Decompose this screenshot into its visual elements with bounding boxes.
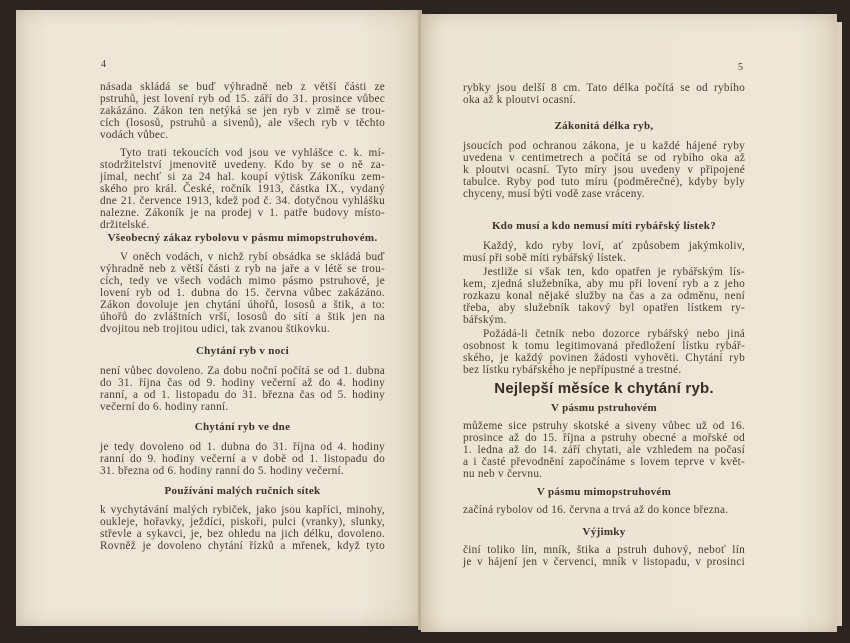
text-line: tabulce. Ryby pod tuto míru (podměrečné), kdyby byly: [463, 176, 745, 188]
text-line: není vůbec dovoleno. Za dobu noční počítá se od 1. dubna: [100, 365, 385, 377]
text-line: oukleje, hořavky, ježdíci, piskoři, pulci (vranky), slunky,: [100, 516, 385, 528]
text-line: je tedy dovoleno od 1. dubna do 31. října od 4. hodiny: [100, 441, 385, 453]
text-line: do 31. října čas od 9. hodiny večerní až do 4. hodiny: [100, 377, 385, 389]
text-line: činí toliko lín, mník, štika a pstruh duhový, neboť lín: [463, 544, 745, 556]
section-heading: Chytání ryb v noci: [195, 345, 290, 357]
text-line: uvedena v centimetrech a počítá se od rybího oka až: [463, 152, 745, 164]
paragraph: [100, 504, 385, 552]
section-heading: Výjimky: [582, 526, 626, 538]
text-line: 1. ledna až do 14. září chytati, ale vzhledem na počasí: [463, 444, 745, 456]
paragraph: [463, 266, 745, 326]
text-line: můžeme sice pstruhy skotské a siveny vůbec už od 16.: [463, 420, 745, 432]
text-line: osobnost k tomu legitimovaná předložení lístku rybář-: [463, 340, 745, 352]
page-edges: [836, 22, 842, 626]
text-line: třeba, aby služebník takový byl opatřen lístkem ry-: [463, 302, 745, 314]
text-line: Každý, kdo ryby loví, ať způsobem jakýmkoliv,: [483, 240, 745, 252]
section-heading: Kdo musí a kdo nemusí míti rybářský lístek?: [491, 220, 717, 232]
text-line: jsoucích pod ochranou zákona, je u každé hájené ryby: [463, 140, 745, 152]
text-line: Rovněž je dovoleno chytání řízků a mřenek, když tyto: [100, 540, 385, 552]
text-line: začíná rybolov od 16. června a trvá až do konce března.: [463, 504, 729, 516]
chapter-title: Nejlepší měsíce k chytání ryb.: [494, 380, 714, 397]
text-line: nu neb v červnu.: [463, 468, 543, 480]
text-line: je v hájení jen v červenci, mník v listopadu, v prosinci: [463, 556, 745, 568]
paragraph: [463, 328, 745, 376]
section-heading: V pásmu pstruhovém: [550, 402, 658, 414]
section-heading: Všeobecný zákaz rybolovu v pásmu mimopstruhovém.: [107, 232, 378, 244]
text-line: a i časté převodnění započínáme s lovem teprve v květ-: [463, 456, 745, 468]
text-line: dvojitou neb trojitou udici, tak zvanou štikovku.: [100, 323, 331, 335]
paragraph: [463, 504, 745, 516]
text-line: večerní do 6. hodiny ranní.: [100, 401, 229, 413]
text-line: nalezne. Zákoník je na prodej v 1. patře budovy místo-: [100, 207, 385, 219]
text-line: chyceny, musí býti vodě zase vráceny.: [463, 188, 645, 200]
text-line: Tyto trati tekoucích vod jsou ve vyhlášce c. k. mí-: [120, 147, 385, 159]
text-line: kem, zjedná služebníka, aby mu při lovení ryb a z jeho: [463, 278, 745, 290]
text-line: dne 21. července 1913, kdež pod č. 34. dotyčnou vyhlášku: [100, 195, 385, 207]
paragraph: [100, 147, 385, 231]
text-line: úhořů do zvláštních vrší, lososů do sítí a štik jen na: [100, 311, 385, 323]
paragraph: [100, 365, 385, 413]
paragraph: [463, 420, 745, 480]
section-heading: Zákonitá délka ryb,: [554, 120, 654, 132]
text-line: Požádá-li četník nebo dozorce rybářský nebo jiná: [483, 328, 745, 340]
page-number-right: 5: [738, 62, 743, 73]
text-line: prosince až do 15. října a pstruhy obecné a mořské od: [463, 432, 745, 444]
paragraph: [463, 544, 745, 568]
text-line: k ploutvi ocasní. Tyto míry jsou uvedeny v připojené: [463, 164, 745, 176]
paragraph: [463, 140, 745, 200]
section-heading: Chytání ryb ve dne: [194, 421, 291, 433]
text-line: lovení ryb od 1. dubna do 15. června vůbec zakázáno.: [100, 287, 385, 299]
text-line: držitelské.: [100, 219, 150, 231]
paragraph: [100, 441, 385, 477]
text-line: oka až k ploutvi ocasní.: [463, 94, 576, 106]
text-line: násada skládá se buď výhradně neb z větší části ze: [100, 81, 385, 93]
paragraph: [463, 82, 745, 106]
text-line: ranní, a od 1. listopadu do 31. března čas od 5. hodiny: [100, 389, 385, 401]
text-line: výhradně neb z větší části z ryb na jaře a v létě se trou-: [100, 263, 385, 275]
text-line: cích (lososů, pstruhů a sivenů), ale všech ryb v těchto: [100, 117, 385, 129]
text-line: jímal, nechť si za 24 hal. koupí výtisk Zákoníku zem-: [100, 171, 385, 183]
section-heading: V pásmu mimopstruhovém: [536, 486, 672, 498]
text-line: stodržitelství jmenovitě uvedeny. Kdo by se o ně za-: [100, 159, 385, 171]
text-line: Zákon dovoluje jen chytání úhořů, lososů a štik, a to:: [100, 299, 385, 311]
section-heading: Používání malých ručních sítek: [164, 485, 321, 497]
text-line: Jestliže si však ten, kdo opatřen je rybářským lís-: [483, 266, 745, 278]
paragraph: [463, 240, 745, 264]
text-line: zakázáno. Zákon ten netýká se jen ryb v zimě se trou-: [100, 105, 385, 117]
paragraph: [100, 81, 385, 141]
text-line: vodách vůbec.: [100, 129, 169, 141]
text-line: ranní do 9. hodiny večerní a v době od 1. listopadu do: [100, 453, 385, 465]
text-line: V oněch vodách, v nichž rybí obsádka se skládá buď: [120, 251, 385, 263]
paragraph: [100, 251, 385, 335]
text-line: rozkazu konal nějaké služby na čas a za odměnu, není: [463, 290, 745, 302]
text-line: pstruhů, jest lovení ryb od 15. září do 31. prosince vůbec: [100, 93, 385, 105]
text-line: bářským.: [463, 314, 507, 326]
text-line: musí při sobě míti rybářský lístek.: [463, 252, 627, 264]
text-line: cích, tedy ve všech vodách mimo pásmo pstruhové, je: [100, 275, 385, 287]
text-line: střevle a sykavci, je, bez ohledu na jich délku, dovoleno.: [100, 528, 385, 540]
text-line: bez lístku rybářského je nepřípustné a trestné.: [463, 364, 682, 376]
page-number-left: 4: [101, 59, 106, 70]
text-line: 31. března od 6. hodiny ranní do 5. hodiny večerní.: [100, 465, 344, 477]
text-line: rybky jsou delší 8 cm. Tato délka počítá se od rybího: [463, 82, 745, 94]
text-line: k vychytávání malých rybiček, jako jsou kapříci, minohy,: [100, 504, 385, 516]
text-line: ského, je každý povinen žádosti vyhověti. Chytání ryb: [463, 352, 745, 364]
text-line: ského pro král. České, ročník 1913, částka IX., vydaný: [100, 183, 385, 195]
